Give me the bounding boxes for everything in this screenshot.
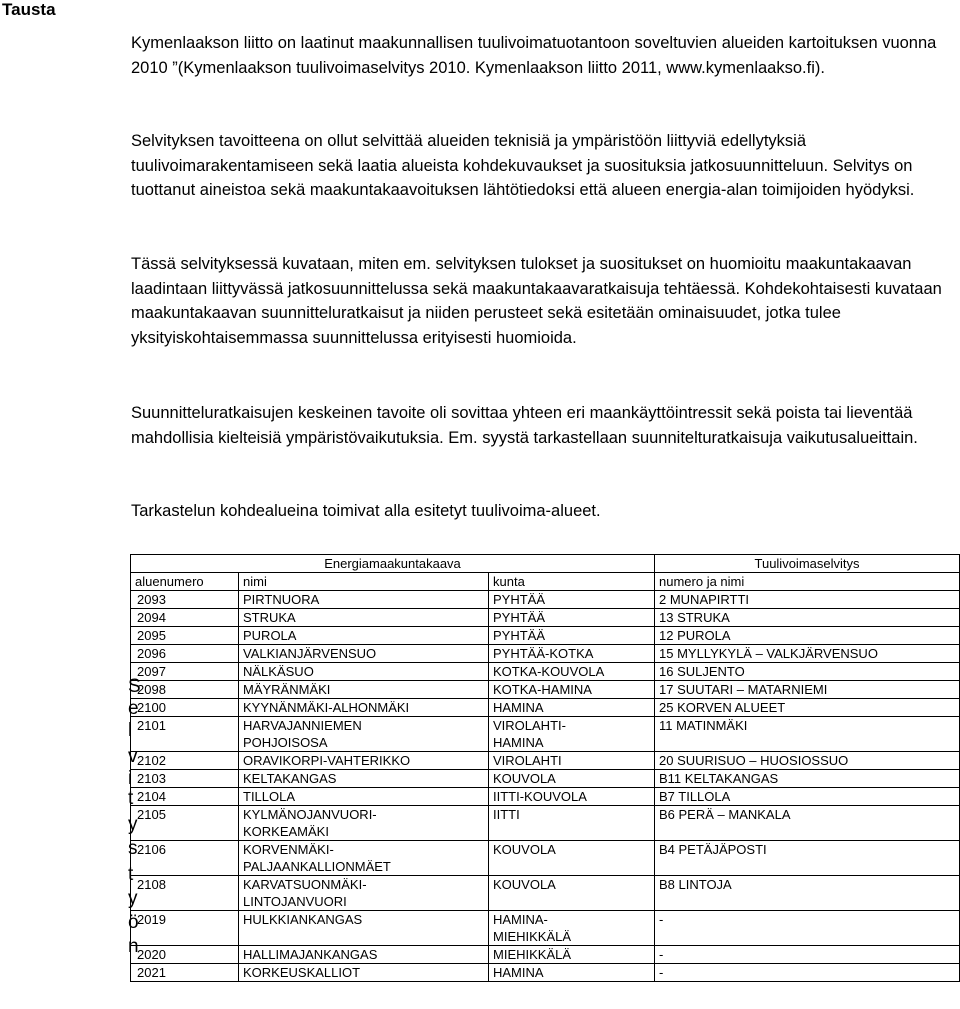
cell-nimi: KORKEUSKALLIOT — [239, 964, 489, 982]
side-letter: l — [128, 720, 133, 741]
cell-aluenumero: 2095 — [131, 627, 239, 645]
cell-nimi: NÄLKÄSUO — [239, 663, 489, 681]
cell-tuulivoimaselvitys: B11 KELTAKANGAS — [655, 770, 960, 788]
cell-kunta: KOUVOLA — [489, 770, 655, 788]
cell-kunta: KOTKA-KOUVOLA — [489, 663, 655, 681]
table-row — [131, 788, 960, 806]
table-row — [131, 609, 960, 627]
cell-tuulivoimaselvitys: B8 LINTOJA — [655, 876, 960, 911]
cell-tuulivoimaselvitys: - — [655, 964, 960, 982]
side-letter: e — [128, 698, 139, 719]
cell-kunta: HAMINA — [489, 699, 655, 717]
table-row — [131, 752, 960, 770]
cell-tuulivoimaselvitys: 20 SUURISUO – HUOSIOSSUO — [655, 752, 960, 770]
side-letter: t — [128, 788, 134, 809]
cell-tuulivoimaselvitys: B4 PETÄJÄPOSTI — [655, 841, 960, 876]
cell-kunta: KOUVOLA — [489, 876, 655, 911]
side-letter: y — [128, 814, 138, 835]
side-letter: v — [128, 746, 138, 767]
cell-aluenumero: 2103 — [131, 770, 239, 788]
cell-nimi: KYYNÄNMÄKI-ALHONMÄKI — [239, 699, 489, 717]
cell-kunta: HAMINA — [489, 964, 655, 982]
cell-tuulivoimaselvitys: - — [655, 911, 960, 946]
cell-tuulivoimaselvitys: - — [655, 946, 960, 964]
side-letter: S — [128, 676, 141, 697]
column-header-numero-ja-nimi: numero ja nimi — [655, 573, 960, 591]
cell-kunta: PYHTÄÄ-KOTKA — [489, 645, 655, 663]
cell-kunta: PYHTÄÄ — [489, 627, 655, 645]
cell-aluenumero: 2101 — [131, 717, 239, 752]
paragraph-targets: Tarkastelun kohdealueina toimivat alla esitetyt tuulivoima-alueet. — [131, 502, 601, 520]
cell-aluenumero: 2102 — [131, 752, 239, 770]
table-row — [131, 591, 960, 609]
page-heading: Tausta — [2, 0, 56, 19]
table-row — [131, 770, 960, 788]
cell-aluenumero: 2093 — [131, 591, 239, 609]
cell-aluenumero: 2097 — [131, 663, 239, 681]
group-header-tuulivoimaselvitys: Tuulivoimaselvitys — [655, 555, 960, 573]
table-row — [131, 806, 960, 841]
cell-aluenumero: 2019 — [131, 911, 239, 946]
side-letter: y — [128, 888, 138, 909]
cell-kunta: MIEHIKKÄLÄ — [489, 946, 655, 964]
table-group-header-row — [131, 555, 960, 573]
wind-areas-table — [130, 554, 960, 982]
cell-kunta: VIROLAHTI- HAMINA — [489, 717, 655, 752]
cell-nimi: KORVENMÄKI- PALJAANKALLIONMÄET — [239, 841, 489, 876]
paragraph-intro: Kymenlaakson liitto on laatinut maakunnallisen tuulivoimatuotantoon soveltuvien alueiden kartoituksen vuonna 2010 ”(Kymenlaakson tuulivoimaselvitys 2010. Kymenlaakson liitto 2011, www.kymenlaakso.fi). — [131, 34, 937, 77]
table-row — [131, 699, 960, 717]
cell-tuulivoimaselvitys: 12 PUROLA — [655, 627, 960, 645]
cell-tuulivoimaselvitys: 25 KORVEN ALUEET — [655, 699, 960, 717]
side-letter: s — [128, 838, 138, 859]
cell-kunta: HAMINA- MIEHIKKÄLÄ — [489, 911, 655, 946]
column-header-aluenumero: aluenumero — [131, 573, 239, 591]
cell-nimi: HARVAJANNIEMEN POHJOISOSA — [239, 717, 489, 752]
cell-nimi: TILLOLA — [239, 788, 489, 806]
cell-tuulivoimaselvitys: 16 SULJENTO — [655, 663, 960, 681]
column-header-kunta: kunta — [489, 573, 655, 591]
cell-tuulivoimaselvitys: 15 MYLLYKYLÄ – VALKJÄRVENSUO — [655, 645, 960, 663]
cell-nimi: VALKIANJÄRVENSUO — [239, 645, 489, 663]
cell-kunta: VIROLAHTI — [489, 752, 655, 770]
cell-nimi: KELTAKANGAS — [239, 770, 489, 788]
table-row — [131, 681, 960, 699]
cell-aluenumero: 2106 — [131, 841, 239, 876]
cell-aluenumero: 2020 — [131, 946, 239, 964]
table-row — [131, 645, 960, 663]
cell-aluenumero: 2100 — [131, 699, 239, 717]
side-letter: t — [128, 864, 134, 885]
cell-tuulivoimaselvitys: B7 TILLOLA — [655, 788, 960, 806]
cell-nimi: HALLIMAJANKANGAS — [239, 946, 489, 964]
cell-aluenumero: 2098 — [131, 681, 239, 699]
cell-kunta: IITTI — [489, 806, 655, 841]
paragraph-goals: Selvityksen tavoitteena on ollut selvittää alueiden teknisiä ja ympäristöön liittyviä edellytyksiä tuulivoimarakentamiseen sekä laatia alueista kohdekuvaukset ja suosituksia jatkosuunnitteluun. Selvitys on tuottanut aineistoa sekä maakuntakaavoituksen lähtötiedoksi että alueen energia-alan toimijoiden hyödyksi. — [131, 132, 915, 199]
cell-nimi: PIRTNUORA — [239, 591, 489, 609]
cell-aluenumero: 2108 — [131, 876, 239, 911]
table-row — [131, 663, 960, 681]
cell-kunta: PYHTÄÄ — [489, 591, 655, 609]
table-row — [131, 964, 960, 982]
cell-aluenumero: 2021 — [131, 964, 239, 982]
cell-aluenumero: 2105 — [131, 806, 239, 841]
cell-kunta: KOTKA-HAMINA — [489, 681, 655, 699]
table-row — [131, 876, 960, 911]
side-letter: ö — [128, 912, 139, 933]
cell-aluenumero: 2094 — [131, 609, 239, 627]
cell-tuulivoimaselvitys: 11 MATINMÄKI — [655, 717, 960, 752]
cell-tuulivoimaselvitys: B6 PERÄ – MANKALA — [655, 806, 960, 841]
cell-tuulivoimaselvitys: 17 SUUTARI – MATARNIEMI — [655, 681, 960, 699]
cell-kunta: IITTI-KOUVOLA — [489, 788, 655, 806]
column-header-nimi: nimi — [239, 573, 489, 591]
table-row — [131, 946, 960, 964]
table-row — [131, 841, 960, 876]
cell-tuulivoimaselvitys: 2 MUNAPIRTTI — [655, 591, 960, 609]
table-row — [131, 717, 960, 752]
cell-kunta: PYHTÄÄ — [489, 609, 655, 627]
table-column-header-row — [131, 573, 960, 591]
side-letter: i — [128, 768, 133, 789]
cell-nimi: PUROLA — [239, 627, 489, 645]
cell-kunta: KOUVOLA — [489, 841, 655, 876]
paragraph-description: Tässä selvityksessä kuvataan, miten em. selvityksen tulokset ja suositukset on huomioitu maakuntakaavan laadintaan liittyvässä jatkosuunnittelussa sekä maakuntakaavaratkaisuja tehtäessä. Kohdekohtaisesti kuvataan maakuntakaavan suunnitteluratkaisut ja niiden perusteet sekä esitetään ominaisuudet, jotka tulee yksityiskohtaisemmassa suunnittelussa erityisesti huomioida. — [131, 255, 942, 347]
cell-aluenumero: 2096 — [131, 645, 239, 663]
cell-nimi: STRUKA — [239, 609, 489, 627]
cell-nimi: MÄYRÄNMÄKI — [239, 681, 489, 699]
side-letter: n — [128, 936, 139, 957]
cell-tuulivoimaselvitys: 13 STRUKA — [655, 609, 960, 627]
table-row — [131, 911, 960, 946]
cell-nimi: KYLMÄNOJANVUORI- KORKEAMÄKI — [239, 806, 489, 841]
group-header-energiamaakuntakaava: Energiamaakuntakaava — [131, 555, 655, 573]
table-row — [131, 627, 960, 645]
cell-aluenumero: 2104 — [131, 788, 239, 806]
cell-nimi: ORAVIKORPI-VAHTERIKKO — [239, 752, 489, 770]
cell-nimi: HULKKIANKANGAS — [239, 911, 489, 946]
paragraph-objective: Suunnitteluratkaisujen keskeinen tavoite oli sovittaa yhteen eri maankäyttöintressit sekä poista tai lieventää mahdollisia kielteisiä ympäristövaikutuksia. Em. syystä tarkastellaan suunnitelturatkaisuja vaikutusalueittain. — [131, 404, 918, 447]
cell-nimi: KARVATSUONMÄKI- LINTOJANVUORI — [239, 876, 489, 911]
